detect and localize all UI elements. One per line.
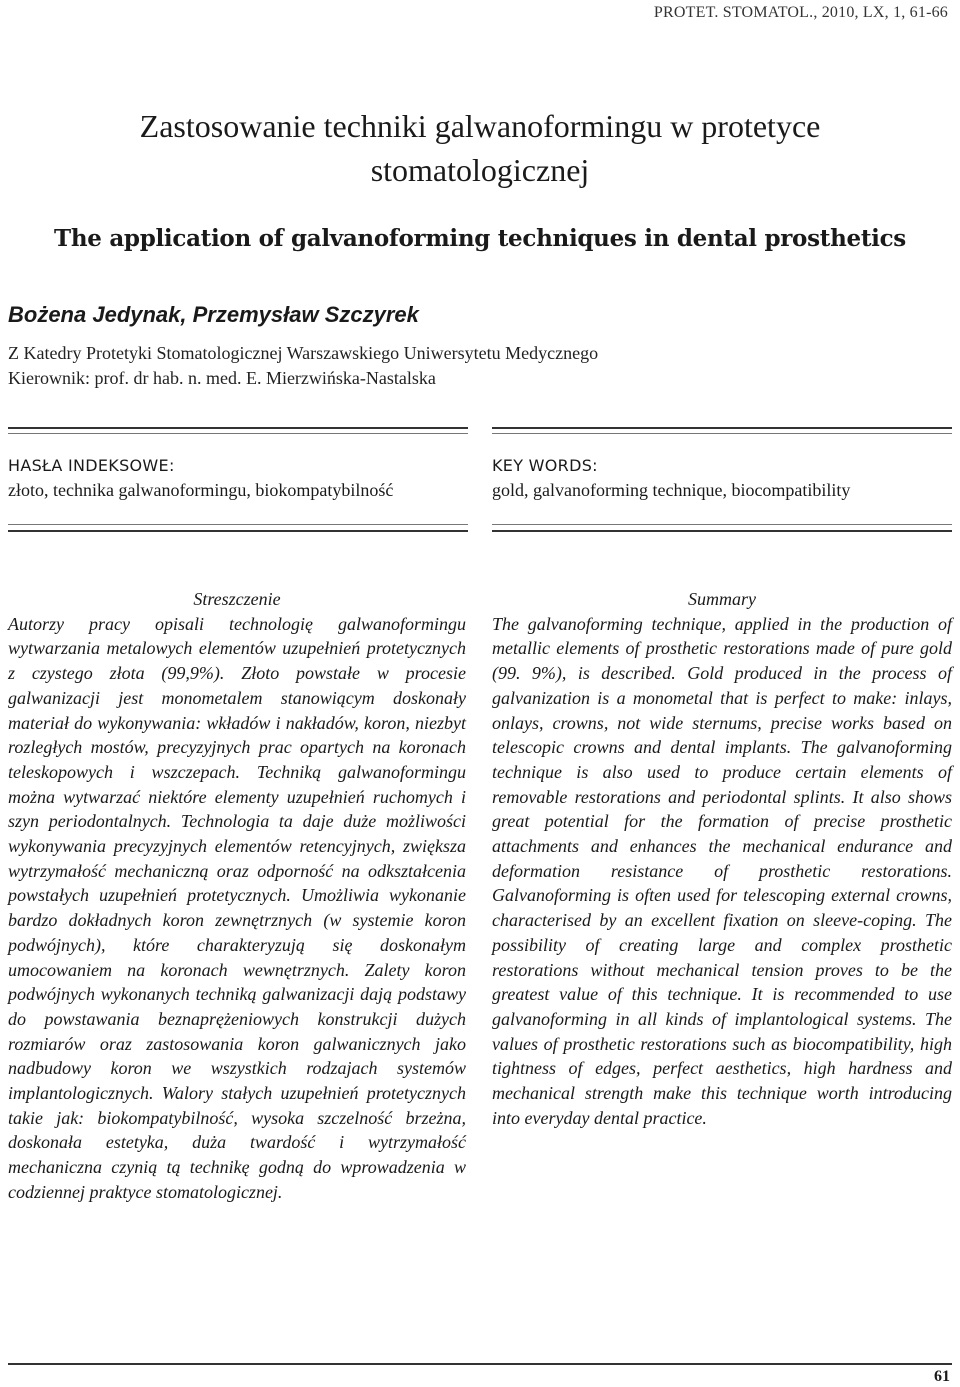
divider-rule	[492, 524, 952, 525]
divider-rule	[8, 530, 468, 532]
divider-rule	[8, 524, 468, 525]
affiliation-department: Z Katedry Protetyki Stomatologicznej Warszawskiego Uniwersytetu Medycznego	[8, 343, 599, 363]
divider-rule	[8, 433, 468, 434]
abstract-polish-text: Autorzy pracy opisali technologię galwanoformingu wytwarzania metalowych elementów uzupełnień protetycznych z czystego złota (99,9%). Złoto powstałe w procesie galwanizacji jest monometalem stanowiącym doskonały materiał do wykonywania: wkładów i nakładów, koron, niezbyt rozległych mostów, precyzyjnych prac opartych na koronach teleskopowych i wszczepach. Techniką galwanoformingu można wytwarzać niektóre elementy uzupełnień ruchomych i szyn periodontalnych. Technologia ta daje duże możliwości wykonywania precyzyjnych elementów retencyjnych, zwiększa wytrzymałość mechaniczną oraz odporność na odkształcenia powstałych uzupełnień protetycznych. Umożliwia wykonanie bardzo dokładnych koron zewnętrznych (w systemie koron podwójnych), które charakteryzują się doskonałym umocowaniem na koronach wewnętrznych. Zalety koron podwójnych wykonanych techniką galwanizacji dają podstawy do powstawania beznaprężeniowych konstrukcji dużych rozmiarów oraz zastosowania koron galwanicznych jako nadbudowy koron we wszystkich rodzajach systemów implantologicznych. Walory stałych uzupełnień protetycznych takie jak: biokompatybilność, wysoka szczelność brzeżna, doskonała estetyka, duża twardość i wytrzymałość mechaniczna czynią tą technikę godną do wprowadzenia w codziennej praktyce stomatologicznej.	[8, 613, 466, 1202]
keywords-english-heading: KEY WORDS:	[492, 456, 598, 475]
keywords-english-text: gold, galvanoforming technique, biocompatibility	[492, 480, 851, 500]
article-subtitle-english: The application of galvanoforming techniques in dental prosthetics	[54, 225, 906, 252]
keywords-english-box	[492, 424, 952, 534]
divider-rule	[492, 530, 952, 532]
keywords-polish-box	[8, 424, 468, 534]
abstract-english-heading: Summary	[688, 589, 756, 609]
divider-rule	[492, 427, 952, 429]
divider-rule	[492, 433, 952, 434]
affiliation-head: Kierownik: prof. dr hab. n. med. E. Mierzwińska-Nastalska	[8, 368, 436, 388]
article-title: Zastosowanie techniki galwanoformingu w protetyce stomatologicznej	[139, 108, 821, 188]
running-head: PROTET. STOMATOL., 2010, LX, 1, 61-66	[653, 4, 948, 21]
keywords-polish-heading: HASŁA INDEKSOWE:	[8, 456, 175, 475]
page-number: 61	[934, 1368, 950, 1385]
keywords-polish-text: złoto, technika galwanoformingu, biokompatybilność	[8, 480, 394, 500]
divider-rule	[8, 427, 468, 429]
abstract-english-text: The galvanoforming technique, applied in the production of metallic elements of prosthetic restorations made of pure gold (99. 9%), is described. Gold produced in the process of galvanization is a monometal that is perfect to make: inlays, onlays, crowns, not wide sternums, precise works based on telescopic crowns and dental implants. The galvanoforming technique is also used to produce certain elements of removable restorations and periodontal splints. It also shows great potential for the formation of precise prosthetic attachments and enhances the mechanical endurance and deformation resistance of prosthetic restorations. Galvanoforming is often used for telescoping external crowns, characterised by an excellent fixation on sleeve-coping. The possibility of creating large and complex prosthetic restorations without mechanical tension proves to be the greatest value of this technique. It is recommended to use galvanoforming in all kinds of implantological systems. The values of prosthetic restorations such as biocompatibility, high tightness of edges, perfect aesthetics, high hardness and mechanical strength make this technique worth introducing into everyday dental practice.	[492, 613, 952, 1128]
abstract-english	[492, 587, 952, 1130]
abstract-polish	[8, 587, 466, 1205]
authors: Bożena Jedynak, Przemysław Szczyrek	[8, 302, 419, 327]
footer-rule	[8, 1363, 952, 1365]
abstract-polish-heading: Streszczenie	[193, 589, 281, 609]
